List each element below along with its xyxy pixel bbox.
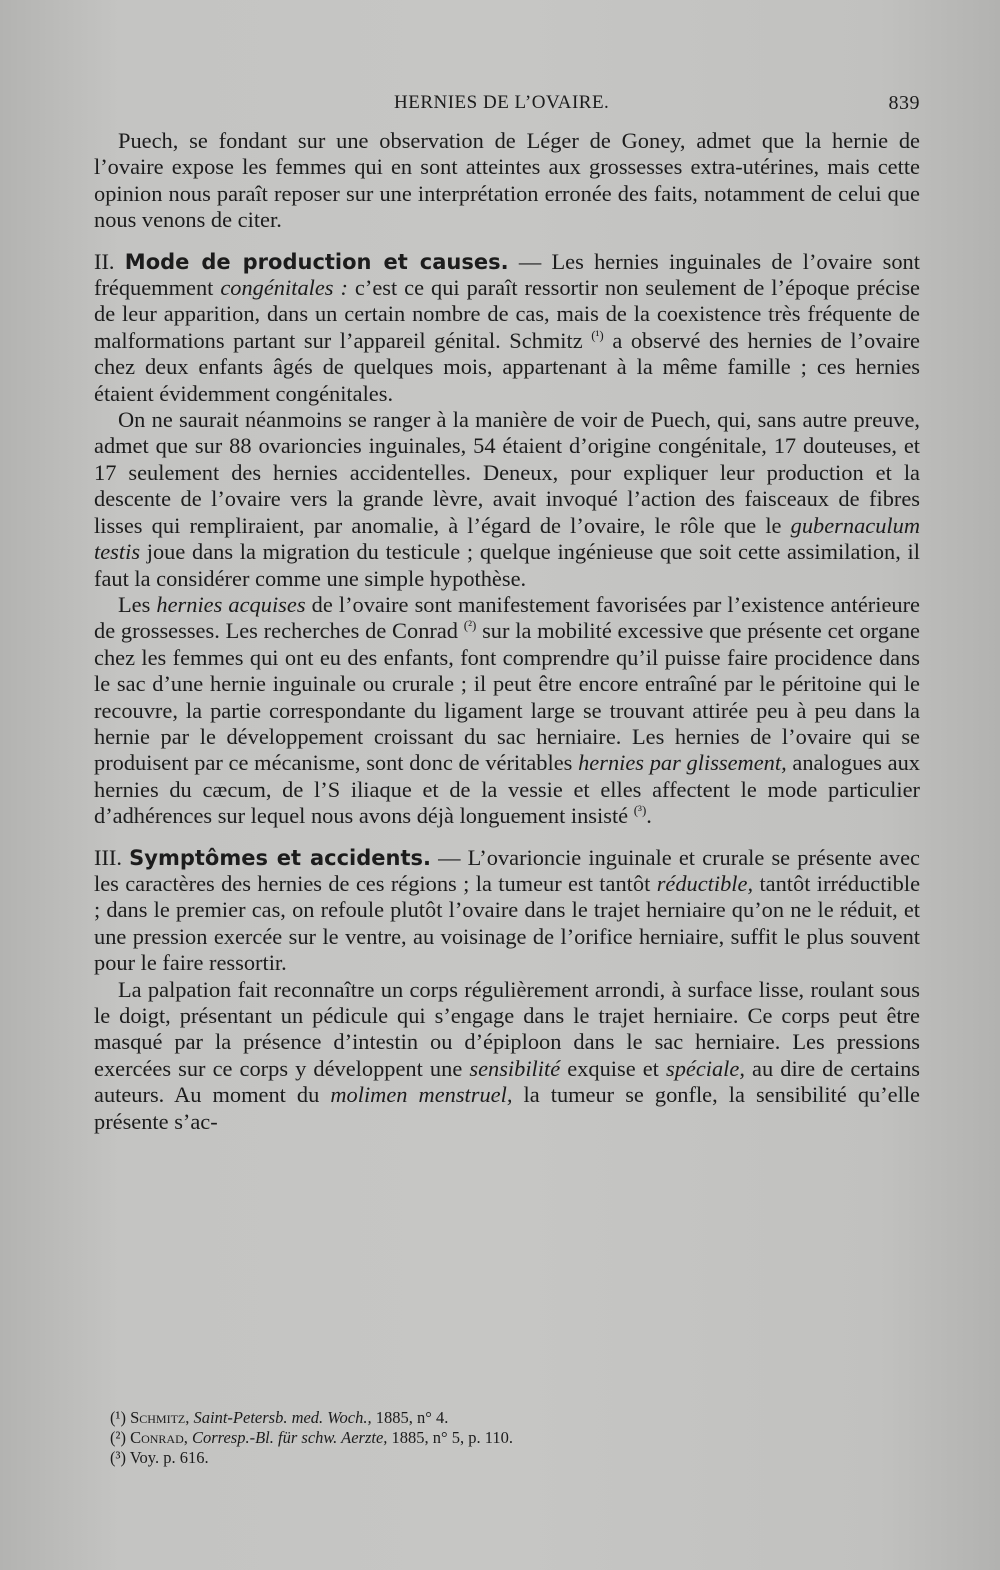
section-3-heading: Symptômes et accidents. xyxy=(129,845,431,870)
paragraph-1: Puech, se fondant sur une observation de Léger de Goney, admet que la hernie de l’ovaire expose les femmes qui en sont atteintes aux grossesses extra-utérines, mais cette opinion nous paraît reposer sur une interprétation erronée des faits, notamment de celui que nous venons de citer. xyxy=(94,128,920,233)
footnote-3: (³) Voy. p. 616. xyxy=(110,1448,209,1467)
paragraph-6: La palpation fait reconnaître un corps régulièrement arrondi, à surface lisse, roulant sous le doigt, présentant un pédicule qui s’engage dans le trajet herniaire. Ce corps peut être masqué par la présence d’intestin ou d’épiploon dans le sac herniaire. Les pressions exercées sur ce corps y développent une sensibilité exquise et spéciale, au dire de certains auteurs. Au moment du molimen menstruel, la tumeur se gonfle, la sensibilité qu’elle présente s’ac- xyxy=(94,976,920,1134)
emphasis-speciale: spéciale, xyxy=(665,1055,745,1081)
section-3-number: III. xyxy=(94,844,122,870)
running-header xyxy=(94,92,920,122)
paragraph-4: Les hernies acquises de l’ovaire sont manifestement favorisées par l’existence antérieure de grossesses. Les recherches de Conrad $^{(^2)}$ sur la mobilité excessive que présente cet organe chez les femmes qui ont eu des enfants, font comprendre qu’il puisse faire procidence dans le sac d’une hernie inguinale ou crurale ; il peut être encore entraîné par le péritoine qui le recouvre, la partie correspondante du ligament large se trouvant attirée peu à peu dans la hernie par le développement croissant du sac herniaire. Les hernies de l’ovaire qui se produisent par ce mécanisme, sont donc de véritables hernies par glissement, analogues aux hernies du cæcum, de l’S iliaque et de la vessie et elles affectent le mode particulier d’adhérences sur lequel nous avons déjà longuement insisté $^{(^3)}$. xyxy=(94,591,920,829)
section-2-number: II. xyxy=(94,248,115,274)
footnotes xyxy=(110,1408,870,1468)
footnote-1: (¹) Schmitz, Saint-Petersb. med. Woch., 1885, n° 4. xyxy=(110,1408,449,1427)
section-2-heading: Mode de production et causes. xyxy=(124,249,509,274)
emphasis-molimen: molimen menstruel, xyxy=(330,1082,513,1108)
body-text xyxy=(94,128,920,1135)
running-title: HERNIES DE L’OVAIRE. xyxy=(394,92,610,113)
section-2-paragraph: II. Mode de production et causes. — Les hernies inguinales de l’ovaire sont fréquemment congénitales : c’est ce qui paraît ressortir non seulement de l’époque précise de leur apparition, dans un certain nombre de cas, mais de la coexistence très fréquente de malformations partant sur l’appareil génital. Schmitz $^{(^1)}$ a observé des hernies de l’ovaire chez deux enfants âgés de quelques mois, appartenant à la même famille ; ces hernies étaient évidemment congénitales. xyxy=(94,248,920,406)
emphasis-gubernaculum: gubernaculum testis xyxy=(94,512,920,565)
emphasis-congenitales: congénitales : xyxy=(220,275,348,301)
footnote-ref-2: (²) xyxy=(463,617,477,633)
footnote-ref-1: (¹) xyxy=(591,327,604,343)
section-3-paragraph: III. Symptômes et accidents. — L’ovarioncie inguinale et crurale se présente avec les caractères des hernies de ces régions ; la tumeur est tantôt réductible, tantôt irréductible ; dans le premier cas, on refoule plutôt l’ovaire dans le trajet herniaire qu’on ne le réduit, et une pression exercée sur le ventre, au voisinage de l’orifice herniaire, suffit le plus souvent pour le faire ressortir. xyxy=(94,844,921,976)
emphasis-hernies-acquises: hernies acquises xyxy=(156,591,306,617)
paragraph-3: On ne saurait néanmoins se ranger à la manière de voir de Puech, qui, sans autre preuve, admet que sur 88 ovarioncies inguinales, 54 étaient d’origine congénitale, 17 douteuses, et 17 seulement des hernies accidentelles. Deneux, pour expliquer leur production et la descente de l’ovaire vers la grande lèvre, avait invoqué l’action des faisceaux de fibres lisses qui rempliraient, par anomalie, à l’égard de l’ovaire, le rôle que le gubernaculum testis joue dans la migration du testicule ; quelque ingénieuse que soit cette assimilation, il faut la considérer comme une simple hypothèse. xyxy=(94,407,920,591)
page-number: 839 xyxy=(888,92,920,114)
emphasis-reductible: réductible, xyxy=(656,870,754,896)
emphasis-sensibilite: sensibilité xyxy=(469,1055,561,1081)
emphasis-glissement: hernies par glissement, xyxy=(578,750,787,776)
footnote-ref-3: (³) xyxy=(633,802,647,818)
footnote-2: (²) Conrad, Corresp.-Bl. für schw. Aerzte, 1885, n° 5, p. 110. xyxy=(110,1428,514,1447)
